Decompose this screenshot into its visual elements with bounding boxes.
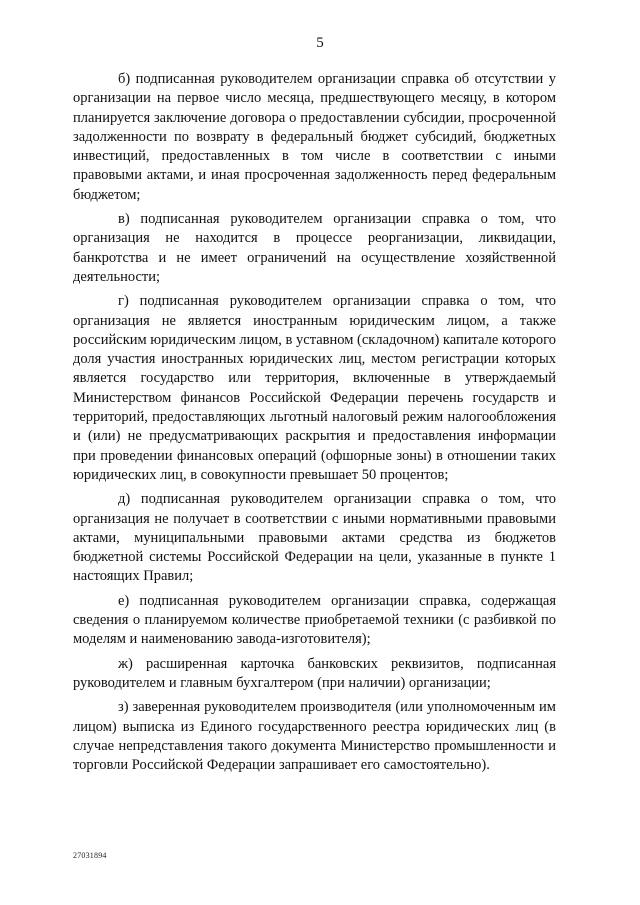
paragraph-g: г) подписанная руководителем организации справка о том, что организация не является иностранным юридическим лицом, а также российским юридическим лицом, в уставном (складочном) капитале которого доля участия иностранных юридических лиц, местом регистрации которых является государство или территория, включенные в утверждаемый Министерством финансов Российской Федерации перечень государств и территорий, предоставляющих льготный налоговый режим налогообложения и (или) не предусматривающих раскрытия и предоставления информации при проведении финансовых операций (офшорные зоны) в отношении таких юридических лиц, в совокупности превышает 50 процентов; [73, 293, 556, 483]
paragraph-v: в) подписанная руководителем организации справка о том, что организация не находится в процессе реорганизации, ликвидации, банкротства и не имеет ограничений на осуществление хозяйственной деятельности; [73, 211, 556, 285]
document-body [73, 70, 556, 780]
page-number: 5 [316, 35, 324, 51]
paragraph-e: е) подписанная руководителем организации справка, содержащая сведения о планируемом количестве приобретаемой техники (с разбивкой по моделям и наименованию завода-изготовителя); [73, 592, 556, 648]
paragraph-z: з) заверенная руководителем производителя (или уполномоченным им лицом) выписка из Единого государственного реестра юридических лиц (в случае непредставления такого документа Министерство промышленности и торговли Российской Федерации запрашивает его самостоятельно). [73, 699, 556, 774]
paragraph-zh: ж) расширенная карточка банковских реквизитов, подписанная руководителем и главным бухгалтером (при наличии) организации; [73, 655, 556, 691]
paragraph-d: д) подписанная руководителем организации справка о том, что организация не получает в соответствии с иными нормативными правовыми актами, муниципальными правовыми актами средства из бюджетов бюджетной системы Российской Федерации на цели, указанные в пункте 1 настоящих Правил; [73, 491, 556, 585]
document-id: 27031894 [73, 851, 107, 860]
paragraph-b: б) подписанная руководителем организации справка об отсутствии у организации на первое число месяца, предшествующего месяцу, в котором планируется заключение договора о предоставлении субсидии, просроченной задолженности по возврату в федеральный бюджет субсидий, бюджетных инвестиций, предоставленных в том числе в соответствии с иными правовыми актами, и иная просроченная задолженность перед федеральным бюджетом; [73, 71, 556, 203]
